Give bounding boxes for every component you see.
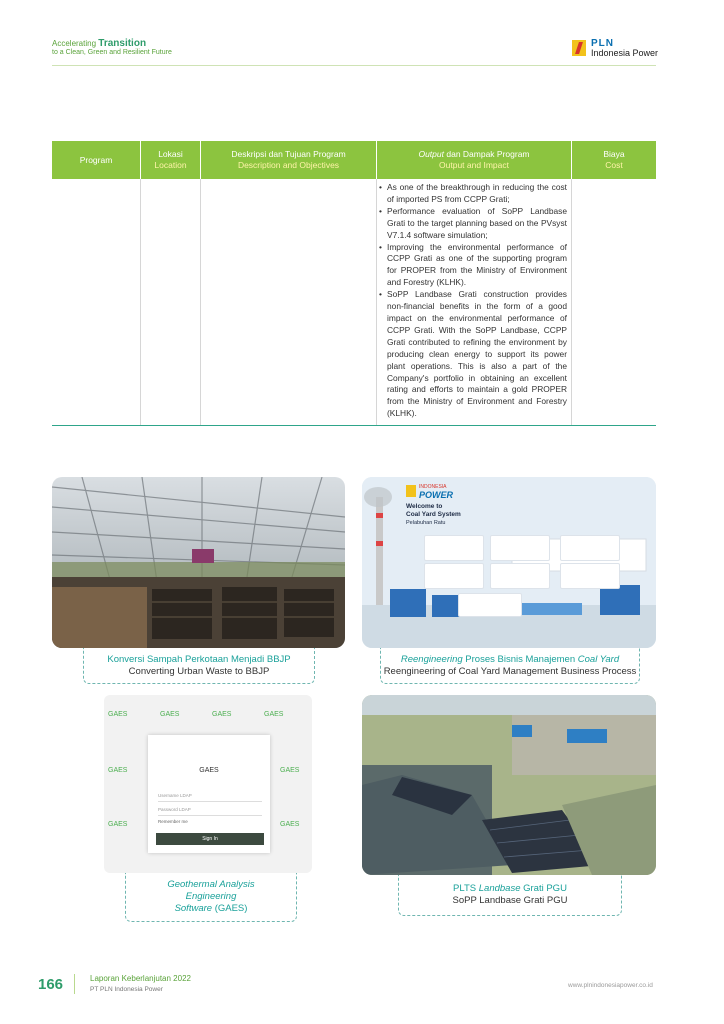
column-divider	[200, 179, 201, 425]
photo-coal-yard-system	[362, 477, 656, 648]
caption-en: Converting Urban Waste to BBJP	[128, 665, 270, 677]
header-rule	[52, 65, 656, 66]
th-output	[377, 141, 571, 179]
caption-italic2: Coal Yard	[577, 653, 620, 665]
caption-id: Konversi Sampah Perkotaan Menjadi BBJP	[107, 653, 291, 665]
pln-logo-word: PLN	[591, 38, 614, 49]
th-description-id: Deskripsi dan Tujuan Program	[231, 149, 346, 159]
caption-id-rest: Grati PGU	[520, 883, 567, 894]
report-title: Laporan Keberlanjutan 2022	[90, 974, 191, 983]
dashboard-card[interactable]	[424, 535, 484, 561]
th-description	[201, 141, 376, 179]
system-name: Coal Yard System	[406, 511, 461, 518]
th-cost-en: Cost	[605, 160, 623, 170]
dashboard-card[interactable]	[490, 563, 550, 589]
column-divider	[376, 179, 377, 425]
caption-solar	[398, 875, 622, 916]
footer-divider	[74, 974, 75, 994]
th-output-id	[418, 149, 529, 160]
remember-checkbox[interactable]: Remember me	[158, 819, 188, 824]
caption-line3-rest: (GAES)	[212, 903, 248, 914]
dashboard-card[interactable]	[560, 535, 620, 561]
th-location-en: Location	[154, 160, 187, 170]
brand-bolt-icon	[406, 485, 416, 497]
brand-word: POWER	[419, 490, 454, 500]
th-program-id: Program	[79, 154, 113, 165]
caption-mid: Proses Bisnis Manajemen	[462, 653, 578, 665]
gaes-watermark: GAES	[212, 711, 232, 718]
company-name: PT PLN Indonesia Power	[90, 986, 163, 993]
list-item: • Performance evaluation of SoPP Landbase Grati to the target planning based on the PVsyst V7.1.4 software simulation;	[379, 206, 567, 242]
tagline-big: Transition	[98, 38, 147, 49]
dashboard-card[interactable]	[424, 563, 484, 589]
caption-line1	[126, 879, 296, 891]
th-cost	[572, 141, 656, 179]
list-item: • SoPP Landbase Grati construction provides non-financial benefits in the form of a good impact on the environmental performance of CCPP Grati. With the SoPP Landbase, CCPP Grati contributed to refining the environment by producing clean energy to support its power plant operations. This is also a part of the Company's portfolio in obtaining an excellent rating and efforts to maintain a gold PROPER from the Ministry of Environment and Forestry (KLHK).	[379, 289, 567, 420]
photo-waste-conversion	[52, 477, 345, 648]
list-item: • As one of the breakthrough in reducing the cost of imported PS from CCPP Grati;	[379, 182, 567, 206]
website-link[interactable]: www.plnindonesiapower.co.id	[568, 982, 653, 989]
caption-id-start: PLTS	[453, 883, 479, 894]
page-number: 166	[38, 976, 64, 993]
th-output-rest: dan Dampak Program	[444, 149, 530, 159]
username-field[interactable]: Username LDAP	[158, 791, 262, 802]
brand-top: INDONESIA	[419, 484, 447, 490]
coal-yard-welcome	[406, 503, 461, 527]
column-divider	[140, 179, 141, 425]
dashboard-card[interactable]	[560, 563, 620, 589]
gaes-watermark: GAES	[108, 767, 128, 774]
pln-logo	[572, 38, 658, 60]
gaes-watermark: GAES	[280, 767, 300, 774]
indonesia-power-logo	[406, 483, 453, 499]
dashboard-card[interactable]	[458, 593, 522, 617]
caption-waste-conversion	[83, 648, 315, 684]
report-tagline	[52, 39, 146, 49]
login-panel	[148, 735, 270, 853]
login-title: GAES	[199, 767, 219, 774]
th-program	[52, 141, 140, 179]
dashboard-card[interactable]	[490, 535, 550, 561]
pln-logo-sub: Indonesia Power	[591, 48, 659, 58]
caption-id	[381, 654, 639, 666]
list-item: • Improving the environmental performance of CCPP Grati as one of the supporting program for PROPER from the Ministry of Environment and Forestry (KLHK).	[379, 242, 567, 290]
th-location-id: Lokasi	[158, 149, 183, 159]
password-field[interactable]: Password LDAP	[158, 805, 262, 816]
photo-solar-landbase	[362, 695, 656, 875]
site-name: Pelabuhan Ratu	[406, 520, 446, 526]
caption-coal-yard	[380, 648, 640, 684]
photo-gaes-login	[104, 695, 312, 873]
gaes-watermark: GAES	[160, 711, 180, 718]
caption-line1-italic: Geothermal Analysis	[167, 879, 255, 890]
sign-in-button[interactable]: Sign In	[156, 833, 264, 845]
caption-gaes	[125, 873, 297, 922]
welcome-text: Welcome to	[406, 503, 443, 510]
th-location	[141, 141, 200, 179]
caption-line2-italic: Engineering	[185, 891, 237, 902]
table-header	[52, 141, 656, 179]
tagline-small: Accelerating	[52, 39, 97, 48]
tagline-line2: to a Clean, Green and Resilient Future	[52, 49, 172, 56]
th-output-en: Output and Impact	[439, 160, 509, 170]
th-cost-id: Biaya	[603, 149, 625, 159]
gaes-watermark: GAES	[280, 821, 300, 828]
caption-id	[399, 883, 621, 895]
column-divider	[571, 179, 572, 425]
th-description-en: Description and Objectives	[237, 160, 340, 170]
caption-line3-italic: Software	[174, 903, 213, 914]
solar-plant-aerial-image	[362, 695, 656, 875]
table-bottom-rule	[52, 425, 656, 426]
gaes-watermark: GAES	[108, 821, 128, 828]
caption-line2	[126, 891, 296, 903]
caption-line3	[126, 903, 296, 915]
output-bullet-list	[379, 182, 567, 420]
caption-en: Reengineering of Coal Yard Management Business Process	[383, 665, 637, 677]
th-output-italic: Output	[418, 149, 444, 159]
caption-italic: Reengineering	[400, 653, 463, 665]
gaes-watermark: GAES	[264, 711, 284, 718]
pln-bolt-icon	[572, 40, 586, 56]
waste-facility-image	[52, 477, 345, 648]
caption-id-italic: Landbase	[478, 883, 521, 894]
caption-en: SoPP Landbase Grati PGU	[452, 895, 568, 906]
gaes-watermark: GAES	[108, 711, 128, 718]
